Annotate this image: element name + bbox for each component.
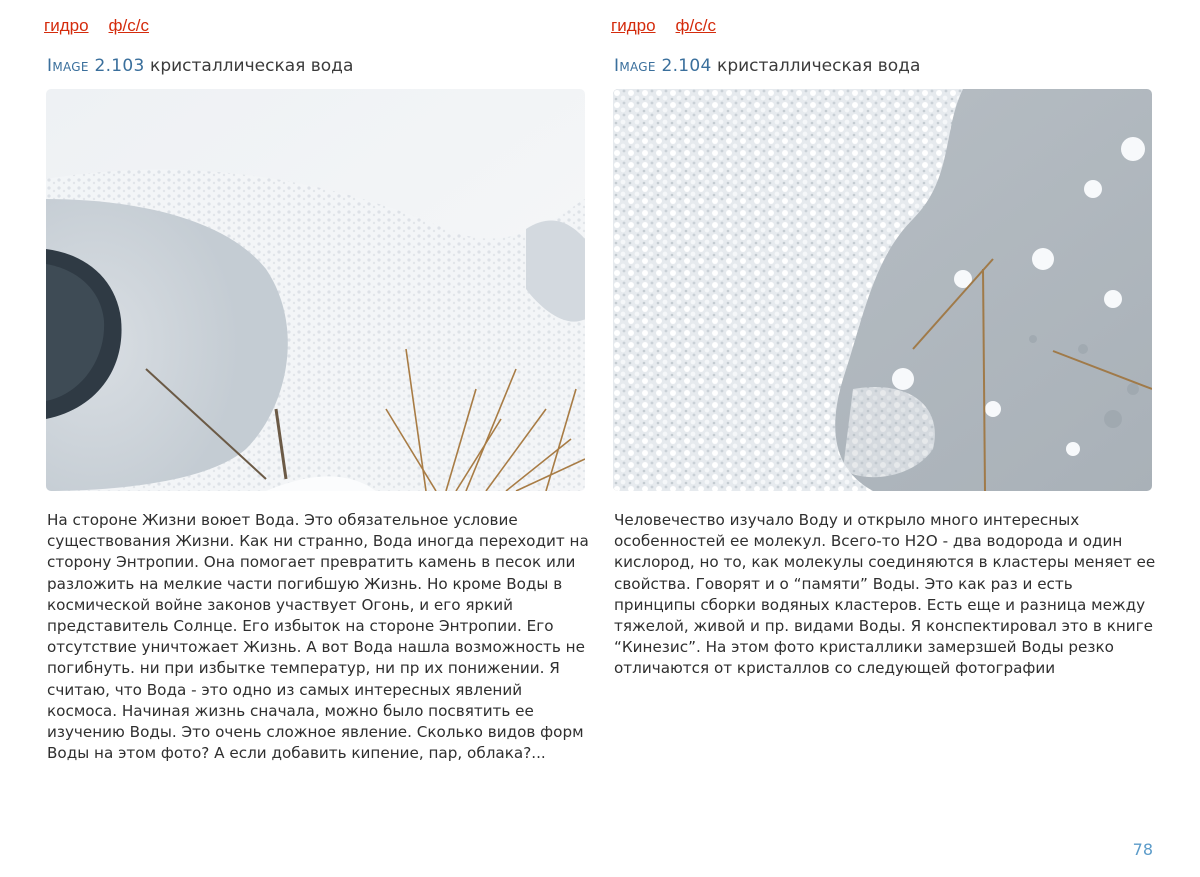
body-paragraph: На стороне Жизни воюет Вода. Это обязательное условие существования Жизни. Как ни странно, Вода иногда переходит на сторону Энтропии. Она помогает превратить камень в песок или разложить на мелкие части погибшую Жизнь. Но кроме Воды в космической войне законов участвует Огонь, и его яркий представитель Солнце. Его избыток на стороне Энтропии. Его отсутствие уничтожает Жизнь. А вот Вода нашла возможность не погибнуть. ни при избытке температур, ни пр их понижении. Я считаю, что Вода - это одно из самых интересных явлений космоса. Начиная жизнь сначала, можно было посвятить ее изучению Воды. Это очень сложное явление. Сколько видов форм Воды на этом фото? А если добавить кипение, пар, облака?... <box>47 511 589 763</box>
body-paragraph: Человечество изучало Воду и открыло много интересных особенностей ее молекул. Всего-то H2O - два водорода и один кислород, но то, как молекулы соединяются в кластеры меняет ее свойства. Говорят и о “памяти” Воды. Это как раз и есть принципы сборки водяных кластеров. Есть еще и разница между тяжелой, живой и пр. видами Воды. Я конспектировал это в книге “Кинезис”. На этом фото кристаллики замерзшей Воды резко отличаются от кристаллов со следующей фотографии <box>614 511 1156 678</box>
page-number: 78 <box>1132 840 1153 859</box>
caption-number: 2.103 <box>94 56 145 76</box>
caption-text: кристаллическая вода <box>717 56 921 76</box>
nav-link-fss[interactable]: ф/с/с <box>675 16 716 35</box>
caption-label: Image 2.103 <box>47 56 145 76</box>
caption-label: Image 2.104 <box>614 56 712 76</box>
nav-link-gidro[interactable]: гидро <box>44 16 89 35</box>
caption-text: кристаллическая вода <box>150 56 354 76</box>
photo-frozen-lake-edge <box>46 89 585 491</box>
photo-frost-crystals-on-ice <box>613 89 1152 491</box>
caption-number: 2.104 <box>661 56 712 76</box>
nav-link-gidro[interactable]: гидро <box>611 16 656 35</box>
nav-links <box>44 16 169 38</box>
image-caption <box>614 56 920 76</box>
image-caption <box>47 56 353 76</box>
nav-link-fss[interactable]: ф/с/с <box>108 16 149 35</box>
nav-links <box>611 16 736 38</box>
